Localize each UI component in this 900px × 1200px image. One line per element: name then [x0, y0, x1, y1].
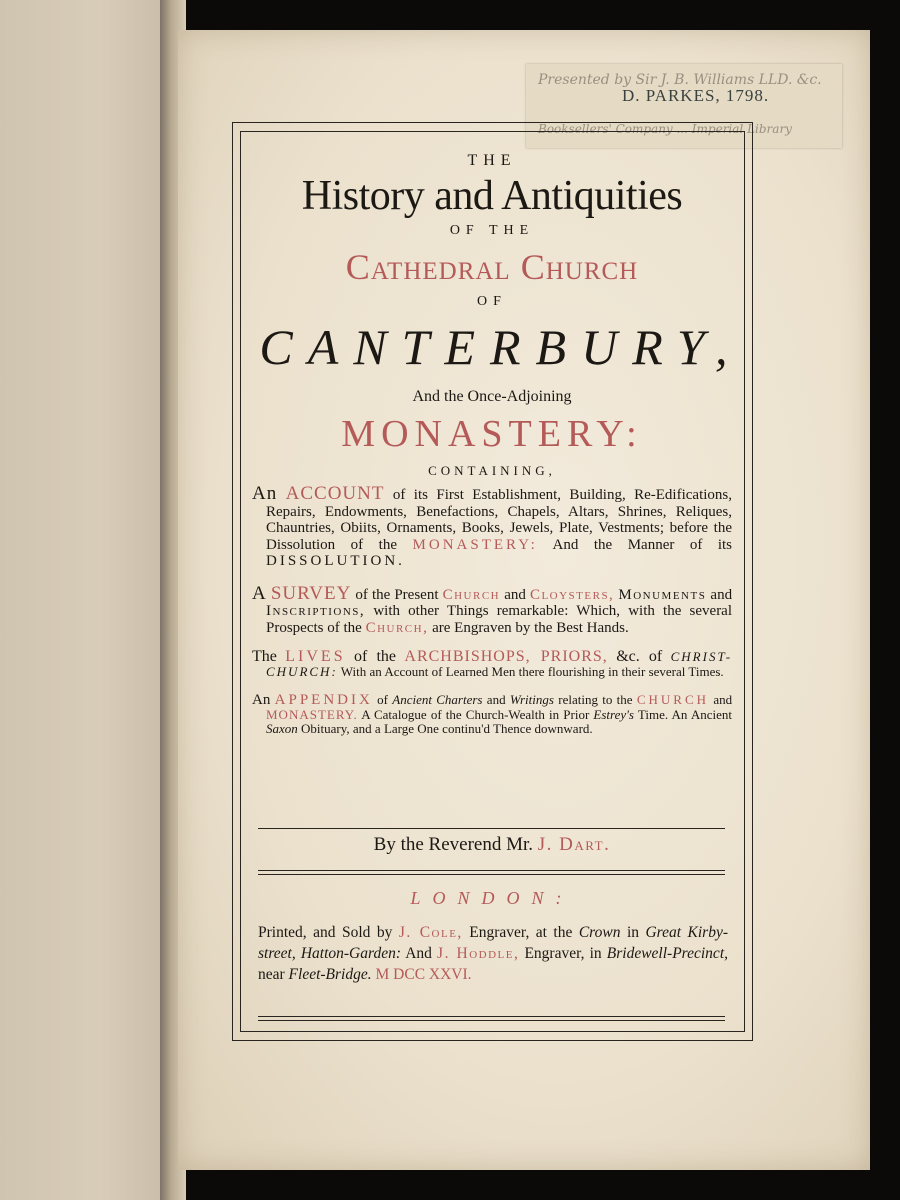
paragraph-lives: The LIVES of the ARCHBISHOPS, PRIORS, &c. of CHRIST-CHURCH: With an Account of Learned Men there flourishing in their several Times.	[252, 648, 733, 679]
imprint-london: LONDON:	[410, 888, 574, 908]
imprint-text: Printed, and Sold by J. Cole, Engraver, at the Crown in Great Kirby-street, Hatton-Garden: And J. Hoddle, Engraver, in Bridewell-Precinct, near Fleet-Bridge. M DCC XXVI.	[258, 924, 729, 983]
handwritten-inscription-2: Booksellers' Company ... Imperial Library	[538, 122, 792, 136]
title-cathedral: Cathedral Church	[345, 247, 639, 287]
paragraph-account: An ACCOUNT of its First Establishment, Building, Re-Edifications, Repairs, Endowments, Benefactions, Chapels, Altars, Shrines, Reliques, Chauntries, Obiits, Ornaments, Books, Jewels, Plate, Vestments; before the Dissolution of the MONASTERY: And the Manner of its DISSOLUTION.	[252, 483, 733, 569]
title-containing: CONTAINING,	[428, 463, 556, 478]
word-appendix: APPENDIX	[274, 692, 373, 708]
word-survey: SURVEY	[270, 582, 352, 604]
imprint-date: M DCC XXVI.	[375, 966, 472, 983]
paragraph-appendix: An APPENDIX of Ancient Charters and Writings relating to the CHURCH and MONASTERY. A Catalogue of the Church-Wealth in Prior Estrey's Time. An Ancient Saxon Obituary, and a Large One continu'd Thence downward.	[252, 692, 733, 736]
title-history: History and Antiquities	[301, 173, 683, 219]
handwritten-inscription-1: Presented by Sir J. B. Williams LLD. &c.	[538, 72, 822, 88]
rule-below-author	[258, 870, 725, 875]
rule-bottom	[258, 1016, 725, 1021]
author-line: By the Reverend Mr. J. Dart.	[373, 834, 611, 855]
left-page	[0, 0, 168, 1200]
title-monastery: MONASTERY:	[341, 413, 643, 455]
rule-above-author	[258, 828, 725, 829]
title-of-the: OF THE	[449, 223, 535, 238]
author-name: J. Dart.	[537, 834, 611, 855]
title-the: THE	[467, 152, 517, 169]
ownership-stamp: D. PARKES, 1798.	[622, 86, 770, 105]
title-adjoining: And the Once-Adjoining	[412, 388, 572, 405]
word-account: ACCOUNT	[285, 483, 385, 504]
paragraph-survey: A SURVEY of the Present Church and Cloysters, Monuments and Inscriptions, with other Things remarkable: Which, with the several Prospects of the Church, are Engraven by the Best Hands.	[252, 582, 733, 636]
title-block	[252, 150, 743, 737]
title-canterbury: CANTERBURY,	[259, 319, 743, 375]
title-of: OF	[477, 294, 507, 309]
word-lives: LIVES	[285, 648, 346, 665]
